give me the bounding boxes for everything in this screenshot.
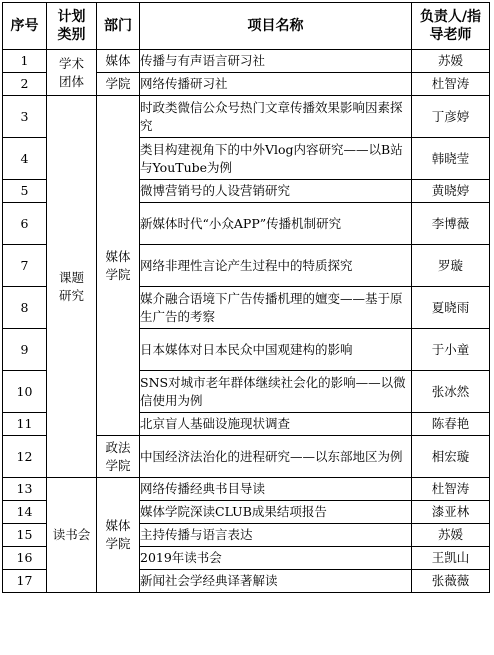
row-index: 13 — [3, 478, 47, 501]
row-index: 9 — [3, 329, 47, 371]
advisor-name: 杜智涛 — [412, 478, 490, 501]
project-name: 媒介融合语境下广告传播机理的嬗变——基于原生广告的考察 — [140, 287, 412, 329]
advisor-name: 夏晓雨 — [412, 287, 490, 329]
row-index: 7 — [3, 245, 47, 287]
advisor-name: 苏媛 — [412, 50, 490, 73]
project-name: 类目构建视角下的中外Vlog内容研究——以B站与YouTube为例 — [140, 138, 412, 180]
row-index: 17 — [3, 570, 47, 593]
department-cell: 媒体学院 — [97, 96, 140, 436]
row-index: 16 — [3, 547, 47, 570]
advisor-name: 韩晓莹 — [412, 138, 490, 180]
advisor-name: 于小童 — [412, 329, 490, 371]
row-index: 6 — [3, 203, 47, 245]
advisor-name: 苏媛 — [412, 524, 490, 547]
advisor-name: 杜智涛 — [412, 73, 490, 96]
project-name: 网络传播经典书目导读 — [140, 478, 412, 501]
advisor-name: 黄晓婷 — [412, 180, 490, 203]
advisor-name: 李博薇 — [412, 203, 490, 245]
project-name: SNS对城市老年群体继续社会化的影响——以微信使用为例 — [140, 371, 412, 413]
advisor-name: 陈春艳 — [412, 413, 490, 436]
header-category: 计划类别 — [47, 3, 97, 50]
row-index: 14 — [3, 501, 47, 524]
category-cell: 读书会 — [47, 478, 97, 593]
project-name: 传播与有声语言研习社 — [140, 50, 412, 73]
project-table — [2, 2, 490, 593]
project-name: 微博营销号的人设营销研究 — [140, 180, 412, 203]
advisor-name: 丁彦婷 — [412, 96, 490, 138]
category-cell: 学术团体 — [47, 50, 97, 96]
project-name: 中国经济法治化的进程研究——以东部地区为例 — [140, 436, 412, 478]
row-index: 11 — [3, 413, 47, 436]
row-index: 12 — [3, 436, 47, 478]
row-index: 2 — [3, 73, 47, 96]
project-name: 新闻社会学经典译著解读 — [140, 570, 412, 593]
table-header-row — [3, 3, 490, 50]
row-index: 3 — [3, 96, 47, 138]
project-name: 2019年读书会 — [140, 547, 412, 570]
project-name: 北京盲人基础设施现状调查 — [140, 413, 412, 436]
advisor-name: 相宏璇 — [412, 436, 490, 478]
project-name: 主持传播与语言表达 — [140, 524, 412, 547]
project-name: 网络传播研习社 — [140, 73, 412, 96]
table-row — [3, 478, 490, 501]
department-cell: 媒体学院 — [97, 478, 140, 593]
project-name: 新媒体时代“小众APP”传播机制研究 — [140, 203, 412, 245]
header-index: 序号 — [3, 3, 47, 50]
advisor-name: 张冰然 — [412, 371, 490, 413]
department-cell: 媒体 — [97, 50, 140, 73]
row-index: 8 — [3, 287, 47, 329]
project-name: 媒体学院深读CLUB成果结项报告 — [140, 501, 412, 524]
advisor-name: 王凯山 — [412, 547, 490, 570]
header-project-name: 项目名称 — [140, 3, 412, 50]
table-row — [3, 50, 490, 73]
row-index: 15 — [3, 524, 47, 547]
category-cell: 课题研究 — [47, 96, 97, 478]
department-cell: 政法学院 — [97, 436, 140, 478]
row-index: 10 — [3, 371, 47, 413]
advisor-name: 张薇薇 — [412, 570, 490, 593]
advisor-name: 漆亚林 — [412, 501, 490, 524]
row-index: 1 — [3, 50, 47, 73]
row-index: 4 — [3, 138, 47, 180]
project-name: 网络非理性言论产生过程中的特质探究 — [140, 245, 412, 287]
project-name: 日本媒体对日本民众中国观建构的影响 — [140, 329, 412, 371]
advisor-name: 罗璇 — [412, 245, 490, 287]
project-name: 时政类微信公众号热门文章传播效果影响因素探究 — [140, 96, 412, 138]
header-advisor: 负责人/指导老师 — [412, 3, 490, 50]
header-department: 部门 — [97, 3, 140, 50]
table-row — [3, 96, 490, 138]
department-cell: 学院 — [97, 73, 140, 96]
row-index: 5 — [3, 180, 47, 203]
